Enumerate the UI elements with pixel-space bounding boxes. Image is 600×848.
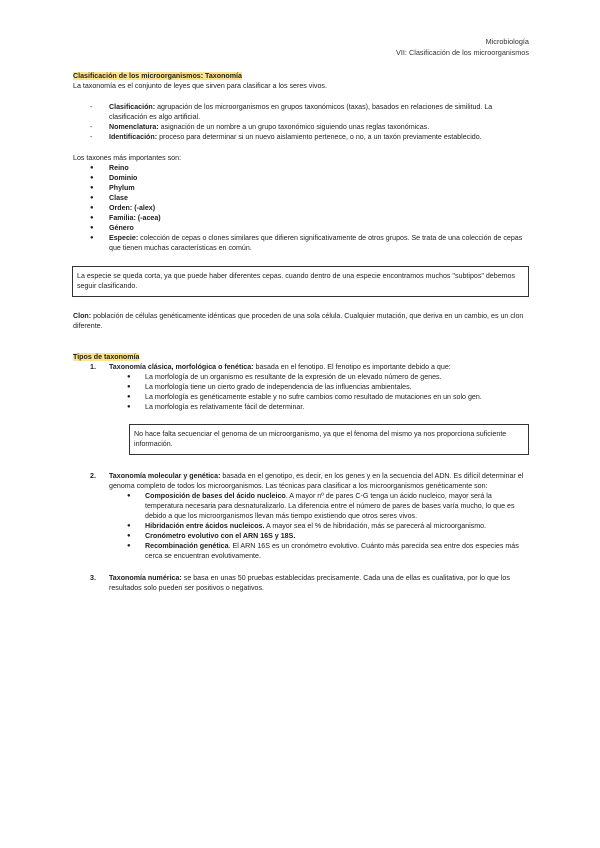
bullet-marker: ● (90, 235, 94, 241)
definitions-list (73, 102, 529, 142)
taxonomy-type-item (73, 573, 529, 593)
bullet-marker: ● (90, 205, 94, 211)
taxa-label: Phylum (109, 184, 135, 192)
taxa-label: Especie: (109, 234, 139, 242)
highlighted-title: Clasificación de los microorganismos: Taxonomía (73, 72, 242, 80)
header-subject: Microbiología (485, 37, 529, 46)
taxa-intro: Los taxones más importantes son: (73, 154, 182, 162)
reason-text: La morfología es genéticamente estable y no sufre cambios como resultado de mutaciones en un solo gen. (145, 393, 482, 401)
item-number: 3. (90, 574, 96, 582)
taxa-item (73, 193, 529, 203)
type-text: basada en el genotipo, es decir, en los genes y en la secuencia del ADN. Es difícil determinar el genoma completo de todos los microorganismos. Las técnicas para clasificar a los microorganismos genéticamente son: (109, 472, 524, 490)
bullet-marker: ● (127, 543, 131, 549)
section-title-classification (73, 71, 529, 81)
taxa-item (73, 203, 529, 213)
bullet-marker: ● (127, 493, 131, 499)
taxa-description: colección de cepas o clones similares que difieren significativamente de otros grupos. Se trata de una colección de cepas que tienen muchas características en común. (109, 234, 523, 252)
technique-term: Recombinación genética (145, 542, 229, 550)
technique-text: . El ARN 16S es un cronómetro evolutivo. Cuánto más parecida sea entre dos especies más cerca se encuentran evolutivamente. (145, 542, 519, 560)
bullet-marker: ● (90, 175, 94, 181)
definition-text: asignación de un nombre a un grupo taxonómico siguiendo unas reglas taxonómicas. (158, 123, 430, 131)
definition-item (73, 102, 529, 122)
clon-term: Clon: (73, 312, 92, 320)
genetic-techniques-list (109, 491, 529, 561)
note-box-especie: La especie se queda corta, ya que puede haber diferentes cepas. cuando dentro de una especie encontramos muchos "subtipos" debemos seguir clasificando. (72, 266, 529, 297)
reason-item (109, 402, 529, 412)
dash-marker: - (90, 123, 93, 131)
taxa-label: Familia: (-acea) (109, 214, 161, 222)
taxa-item (73, 173, 529, 183)
type-text: se basa en unas 50 pruebas establecidas precisamente. Cada una de ellas es cualitativa, por lo que los resultados solo pueden ser positivos o negativos. (109, 574, 510, 592)
technique-item (109, 491, 529, 521)
reason-text: La morfología de un organismo es resultante de la expresión de un elevado número de genes. (145, 373, 442, 381)
bullet-marker: ● (127, 404, 131, 410)
technique-term: Cronómetro evolutivo con el ARN 16S y 18S. (145, 532, 296, 540)
taxa-label: Orden: (-alex) (109, 204, 156, 212)
taxa-item (73, 163, 529, 173)
technique-item (109, 531, 529, 541)
taxa-item (73, 223, 529, 233)
technique-term: Hibridación entre ácidos nucleicos. (145, 522, 265, 530)
taxa-list (73, 163, 529, 253)
section-title-tipos (73, 352, 529, 362)
type-term: Taxonomía numérica: (109, 574, 182, 582)
reason-text: La morfología es relativamente fácil de determinar. (145, 403, 305, 411)
definition-term: Identificación: (109, 133, 158, 141)
reason-item (109, 382, 529, 392)
taxa-label: Género (109, 224, 134, 232)
taxa-item-especie (73, 233, 529, 253)
bullet-marker: ● (127, 384, 131, 390)
bullet-marker: ● (127, 374, 131, 380)
type-text: basada en el fenotipo. El fenotipo es importante debido a que: (253, 363, 451, 371)
taxonomy-type-item (73, 362, 529, 455)
document-body (73, 71, 529, 593)
intro-paragraph: La taxonomía es el conjunto de leyes que sirven para clasificar a los seres vivos. (73, 82, 327, 90)
taxa-item (73, 183, 529, 193)
bullet-marker: ● (90, 195, 94, 201)
definition-item (73, 122, 529, 132)
technique-text: A mayor sea el % de hibridación, más se parecerá al microorganismo. (264, 522, 487, 530)
note-box-fenoma: No hace falta secuenciar el genoma de un microorganismo, ya que el fenoma del mismo ya nos proporciona suficiente información. (129, 424, 529, 455)
definition-term: Nomenclatura: (109, 123, 159, 131)
bullet-marker: ● (127, 533, 131, 539)
bullet-marker: ● (90, 165, 94, 171)
taxonomy-types-list (73, 362, 529, 593)
definition-text: agrupación de los microorganismos en grupos taxonómicos (taxas), basados en relaciones de similitud. La clasificación es algo artificial. (109, 103, 493, 121)
definition-term: Clasificación: (109, 103, 156, 111)
taxa-label: Clase (109, 194, 128, 202)
clon-text: población de células genéticamente idénticas que proceden de una sola célula. Cualquier mutación, que deriva en un cambio, es un clon diferente. (73, 312, 524, 330)
reason-item (109, 392, 529, 402)
bullet-marker: ● (127, 523, 131, 529)
reason-item (109, 372, 529, 382)
item-number: 1. (90, 363, 96, 371)
taxonomy-type-item (73, 471, 529, 561)
technique-item (109, 521, 529, 531)
technique-term: Composición de bases del ácido nucleico (145, 492, 286, 500)
dash-marker: - (90, 133, 93, 141)
taxa-label: Dominio (109, 174, 138, 182)
technique-text: . A mayor nº de pares C-G tenga un ácido nucleico, mayor será la temperatura necesaria para desnaturalizarlo. La diferencia entre el número de pares de bases varía mucho, lo que es debido a que los microorganismos llevan más tiempo existiendo que otros seres vivos. (145, 492, 515, 520)
bullet-marker: ● (90, 225, 94, 231)
definition-text: proceso para determinar si un nuevo aislamiento pertenece, o no, a un taxón previamente establecido. (157, 133, 482, 141)
item-number: 2. (90, 472, 96, 480)
page-header (396, 36, 529, 58)
reason-text: La morfología tiene un cierto grado de independencia de las influencias ambientales. (145, 383, 412, 391)
clon-paragraph (73, 311, 529, 331)
type-term: Taxonomía molecular y genética: (109, 472, 221, 480)
definition-item (73, 132, 529, 142)
taxa-label: Reino (109, 164, 129, 172)
bullet-marker: ● (127, 394, 131, 400)
highlighted-title: Tipos de taxonomía (73, 353, 140, 361)
dash-marker: - (90, 103, 93, 111)
header-chapter: VII: Clasificación de los microorganismos (395, 48, 529, 57)
type-term: Taxonomía clásica, morfológica o fenética: (109, 363, 254, 371)
bullet-marker: ● (90, 185, 94, 191)
taxa-item (73, 213, 529, 223)
technique-item (109, 541, 529, 561)
phenotype-reasons-list (109, 372, 529, 412)
bullet-marker: ● (90, 215, 94, 221)
